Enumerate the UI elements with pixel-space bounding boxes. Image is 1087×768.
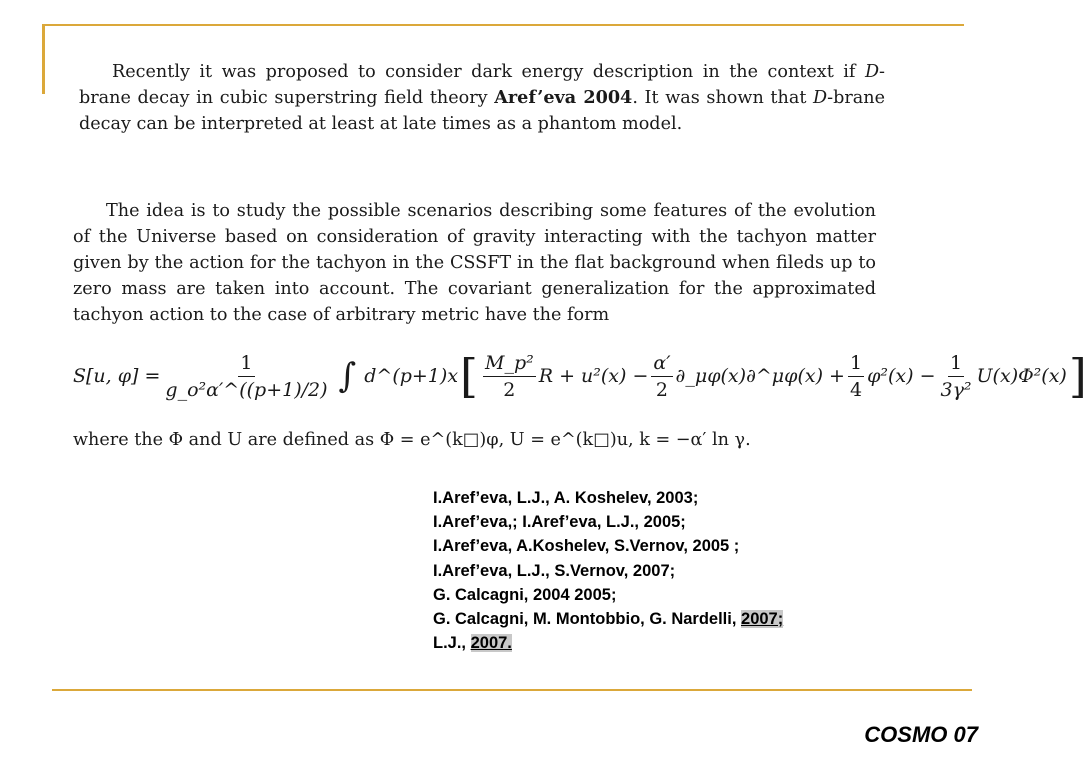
- paragraph-dark-energy: [79, 59, 885, 137]
- frame-bottom-rule: [52, 689, 972, 691]
- para1-seg4: -brane decay can be interpreted at least at late times as a phantom model.: [79, 88, 885, 134]
- term2-fraction: [651, 352, 672, 401]
- term1-denominator: 2: [503, 378, 516, 401]
- para1-seg2: -brane decay in cubic superstring field theory: [79, 62, 885, 108]
- paragraph-tachyon-idea: [73, 198, 876, 328]
- term3-denominator: 4: [849, 378, 863, 401]
- reference-line-5: G. Calcagni, 2004 2005;: [433, 585, 617, 604]
- reference-line-7-text: L.J.,: [433, 634, 471, 653]
- term3-fraction: [848, 352, 864, 401]
- reference-line-4: I.Aref’eva, L.J., S.Vernov, 2007;: [433, 561, 676, 580]
- reference-line-3: I.Aref’eva, A.Koshelev, S.Vernov, 2005 ;: [433, 537, 740, 556]
- para2-text: The idea is to study the possible scenarios describing some features of the evolution of the Universe based on consideration of gravity interacting with the tachyon matter given by the action for the tachyon in the CSSFT in the flat background when fileds up to zero mass are taken into account. The covariant generalization for the approximated tachyon action to the case of arbitrary metric have the form: [73, 201, 876, 325]
- term4-numerator: 1: [948, 352, 964, 377]
- prefactor-numerator: 1: [238, 352, 254, 377]
- definitions-line: where the Φ and U are defined as Φ = e^(k□)φ, U = e^(k□)u, k = −α′ ln γ.: [73, 430, 751, 450]
- reference-line-6-highlight: 2007;: [741, 610, 784, 629]
- para1-seg1: Recently it was proposed to consider dark energy description in the context if: [112, 62, 865, 82]
- term1-numerator: M_p²: [483, 352, 536, 377]
- term4-denominator: 3γ²: [940, 378, 972, 401]
- footer-label: COSMO 07: [864, 722, 978, 747]
- integration-measure: d^(p+1)x: [364, 365, 459, 387]
- reference-line-6: [433, 607, 893, 631]
- term1-fraction: [483, 352, 536, 401]
- action-equation: [73, 340, 1087, 412]
- prefactor-fraction: [163, 352, 329, 401]
- para1-d-brane-symbol-2: D: [813, 88, 828, 108]
- reference-line-1: I.Aref’eva, L.J., A. Koshelev, 2003;: [433, 489, 699, 507]
- para1-citation: Aref’eva 2004: [494, 87, 633, 108]
- right-bracket: ]: [1068, 349, 1087, 403]
- term3-numerator: 1: [848, 352, 864, 377]
- references-list: [433, 486, 893, 655]
- term2-tail: ∂_μφ(x)∂^μφ(x) +: [675, 365, 845, 387]
- term2-denominator: 2: [655, 378, 669, 401]
- equation-lhs: S[u, φ] =: [73, 365, 161, 387]
- term4-tail: U(x)Φ²(x): [976, 365, 1067, 387]
- term4-fraction: [938, 352, 973, 401]
- reference-line-7-highlight: 2007.: [470, 634, 512, 653]
- frame-left-rule: [42, 24, 45, 94]
- reference-line-2: I.Aref’eva,; I.Aref’eva, L.J., 2005;: [433, 513, 686, 532]
- reference-line-6-text: G. Calcagni, M. Montobbio, G. Nardelli,: [433, 610, 742, 629]
- left-bracket: [: [460, 349, 478, 403]
- frame-top-rule: [42, 24, 964, 26]
- term2-numerator: α′: [651, 352, 672, 377]
- prefactor-denominator: g_o²α′^((p+1)/2): [165, 378, 328, 401]
- integral-sign: ∫: [338, 356, 357, 396]
- term3-tail: φ²(x) −: [867, 365, 936, 387]
- para1-d-brane-symbol: D: [864, 62, 880, 82]
- term1-tail: R + u²(x) −: [538, 365, 649, 387]
- reference-line-7: [433, 631, 893, 655]
- para1-seg3: . It was shown that: [632, 88, 814, 108]
